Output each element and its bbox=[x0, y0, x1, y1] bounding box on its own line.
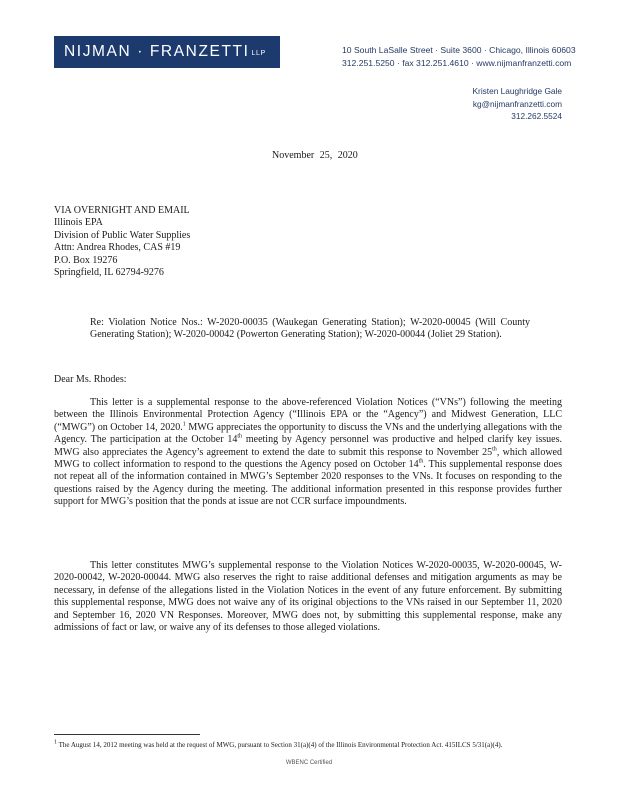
ordinal-suffix: th bbox=[237, 433, 243, 440]
p1-text-d: , which allowed MWG to collect information to respond to the questions the Agency posed on October 14 bbox=[54, 446, 562, 471]
firm-address-block bbox=[342, 44, 576, 69]
author-email: kg@nijmanfranzetti.com bbox=[472, 98, 562, 109]
author-phone: 312.262.5524 bbox=[511, 111, 562, 121]
ordinal-suffix: th bbox=[418, 458, 424, 465]
body-paragraph-1 bbox=[54, 397, 562, 509]
firm-address: 10 South LaSalle Street · Suite 3600 · Chicago, Illinois 60603 bbox=[342, 45, 576, 55]
recipient-division: Division of Public Water Supplies bbox=[54, 229, 191, 241]
firm-logo bbox=[54, 36, 280, 68]
footnote-divider bbox=[54, 734, 200, 735]
p1-text-a: This letter is a supplemental response to the above-referenced Violation Notices (“VNs”) following the meeting between the Illinois Environmental Protection Agency (“Illinois EPA or the “Agency”) and Midwest Generation, LLC (“MWG”) on October 14, 2020. bbox=[54, 397, 562, 433]
author-name: Kristen Laughridge Gale bbox=[472, 86, 562, 96]
p1-text-b: MWG appreciates the opportunity to discuss the VNs and the underlying allegations with the Agency. The participation at the October 14 bbox=[54, 421, 562, 446]
recipient-po-box: P.O. Box 19276 bbox=[54, 254, 118, 266]
firm-contact: 312.251.5250 · fax 312.251.4610 · www.nijmanfranzetti.com bbox=[342, 57, 572, 68]
firm-suffix: LLP bbox=[251, 50, 266, 57]
recipient-block bbox=[54, 205, 190, 279]
footnote-ref: 1 bbox=[182, 421, 186, 428]
body-paragraph-2: This letter constitutes MWG’s supplemental response to the Violation Notices W-2020-00035, W-2020-00045, W-2020-00042, W-2020-00044. MWG also reserves the right to raise additional defenses and mitigation arguments as may be necessary, in defense of the allegations listed in the Violation Notices in the event of any future enforcement. By submitting this supplemental response, MWG does not waive any of its original objections to the VNs raised in our September 11, 2020 and September 16, 2020 VN Responses. Moreover, MWG does not, by submitting this supplemental response, make any admissions of fact or law, or waive any of its defenses to those alleged violations. bbox=[54, 560, 562, 634]
certification-mark: WBENC Certified bbox=[285, 760, 333, 766]
footnote-marker: 1 bbox=[54, 739, 57, 746]
firm-name: NIJMAN · FRANZETTI bbox=[64, 43, 250, 60]
recipient-city: Springfield, IL 62794-9276 bbox=[54, 267, 164, 279]
delivery-method: VIA OVERNIGHT AND EMAIL bbox=[54, 205, 190, 216]
p1-text-e: . This supplemental response does not repeat all of the information contained in MWG’s September 2020 responses to the VNs. It focuses on responding to the questions raised by the Agency during the meeting. The additional information presented in this response provides further support for MWG’s position that the ponds at issue are not CCR surface impoundments. bbox=[54, 459, 562, 508]
p1-text-c: meeting by Agency personnel was productive and helped clarify key issues. MWG also appreciates the Agency’s agreement to extend the date to submit this response to November 25 bbox=[54, 434, 562, 458]
ordinal-suffix: th bbox=[492, 446, 497, 453]
author-block bbox=[473, 85, 562, 123]
footnote-text: The August 14, 2012 meeting was held at the request of MWG, pursuant to Section 31(a)(4) of the Illinois Environmental Protection Act. 415ILCS 5/31(a)(4). bbox=[58, 741, 503, 749]
recipient-attn: Attn: Andrea Rhodes, CAS #19 bbox=[54, 242, 181, 254]
letter-date: November 25, 2020 bbox=[272, 150, 358, 161]
salutation: Dear Ms. Rhodes: bbox=[54, 374, 127, 385]
recipient-agency: Illinois EPA bbox=[54, 217, 103, 229]
re-line: Re: Violation Notice Nos.: W-2020-00035 (Waukegan Generating Station); W-2020-00045 (Will County Generating Station); W-2020-00042 (Powerton Generating Station); W-2020-00044 (Joliet 29 Station). bbox=[90, 317, 530, 341]
footnote bbox=[54, 740, 592, 750]
